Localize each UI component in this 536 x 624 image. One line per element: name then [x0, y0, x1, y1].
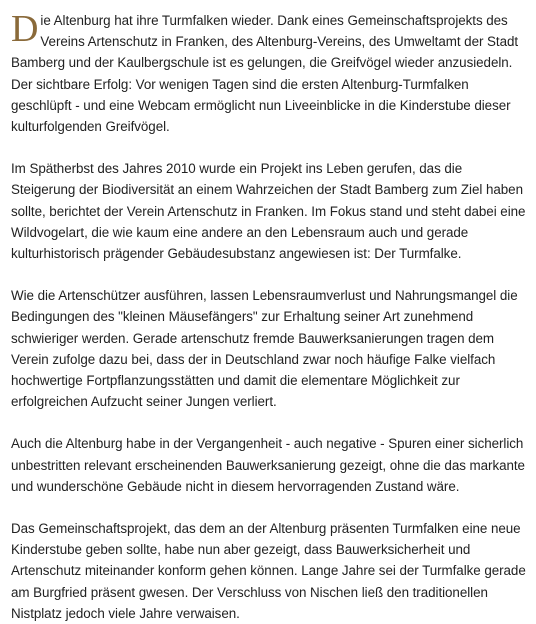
article-paragraph-3: Wie die Artenschützer ausführen, lassen Lebensraumverlust und Nahrungsmangel die Bedingungen des "kleinen Mäusefängers" zur Erhaltung seiner Art zunehmend schwieriger werden. Gerade artenschutz fremde Bauwerksanierungen tragen dem Verein zufolge dazu bei, dass der in Deutschland zwar noch häufige Falke vielfach hochwertige Fortpflanzungsstätten und damit die elementare Möglichkeit zur erfolgreichen Aufzucht seiner Jungen verliert.	[11, 288, 518, 410]
article-paragraph-1	[11, 10, 530, 137]
dropcap-letter: D	[11, 8, 39, 50]
article-paragraph-4: Auch die Altenburg habe in der Vergangenheit - auch negative - Spuren einer sicherlich unbestritten relevant erscheinenden Bauwerksanierung gezeigt, ohne die das markante und wunderschöne Gebäude nicht in diesem hervorragenden Zustand wäre.	[11, 436, 525, 494]
article-paragraph-5: Das Gemeinschaftsprojekt, das dem an der Altenburg präsenten Turmfalken eine neue Kinderstube geben sollte, habe nun aber gezeigt, dass Bauwerksicherheit und Artenschutz miteinander konform gehen können. Lange Jahre sei der Turmfalke gerade am Burgfried präsent gwesen. Der Verschluss von Nischen ließ den traditionellen Nistplatz jedoch viele Jahre verwaisen.	[11, 521, 526, 621]
article-paragraph-2: Im Spätherbst des Jahres 2010 wurde ein Projekt ins Leben gerufen, das die Steigerung der Biodiversität an einem Wahrzeichen der Stadt Bamberg zum Ziel haben sollte, berichtet der Verein Artenschutz in Franken. Im Fokus stand und steht dabei eine Wildvogelart, die wie kaum eine andere an den Lebensraum auch und gerade kulturhistorisch prägender Gebäudesubstanz angewiesen ist: Der Turmfalke.	[11, 161, 526, 262]
paragraph-1-text: ie Altenburg hat ihre Turmfalken wieder. Dank eines Gemeinschaftsprojekts des Vereins Artenschutz in Franken, des Altenburg-Vereins, des Umweltamt der Stadt Bamberg und der Kaulbergschule ist es gelungen, die Greifvögel wieder anzusiedeln. Der sichtbare Erfolg: Vor wenigen Tagen sind die ersten Altenburg-Turmfalken geschlüpft - und eine Webcam ermöglicht nun Liveeinblicke in die Kinderstube dieser kulturfolgenden Greifvögel.	[11, 13, 519, 135]
